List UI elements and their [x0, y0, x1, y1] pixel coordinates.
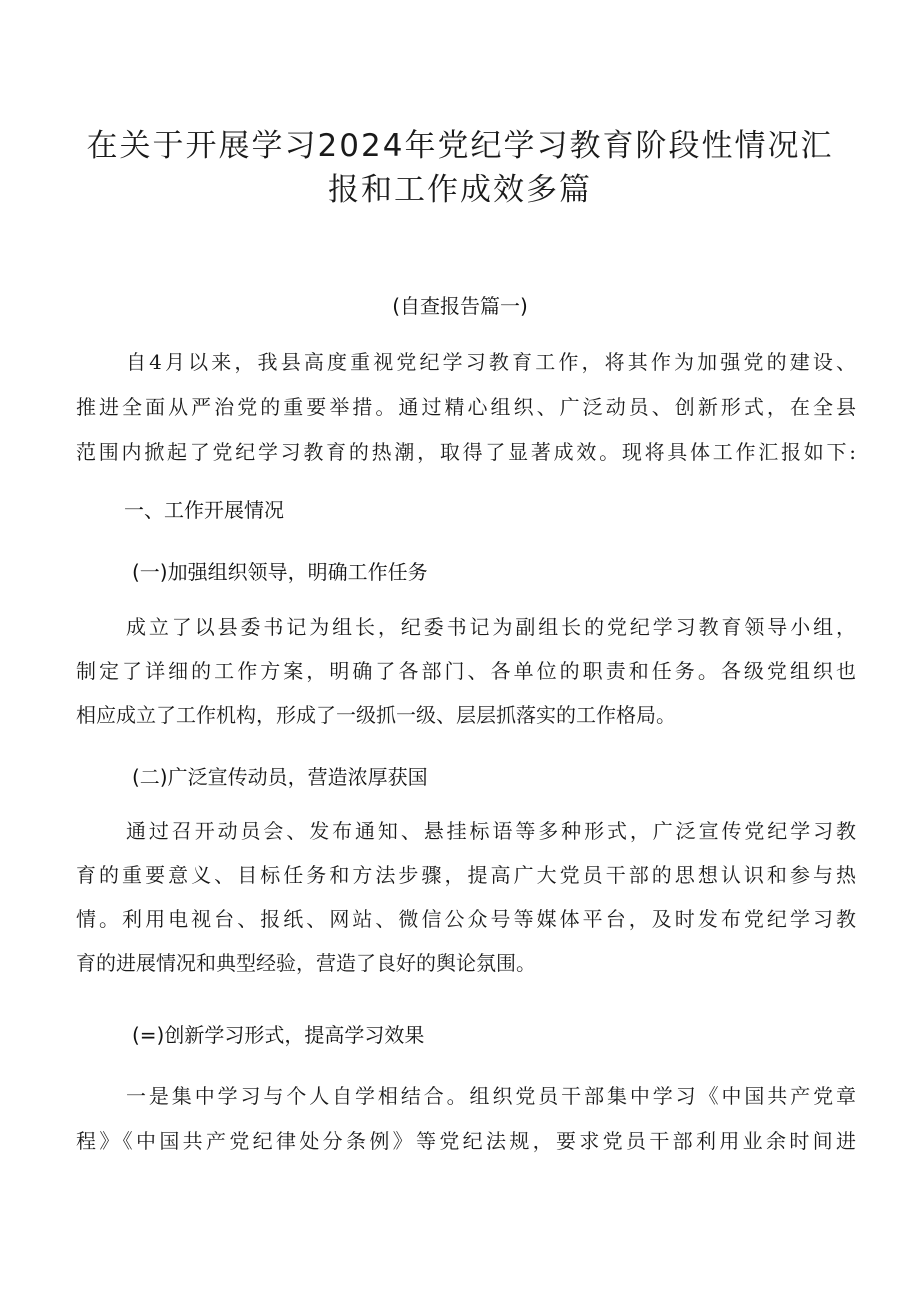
intro-line-2: 推进全面从严治党的重要举措。通过精心组织、广泛动员、创新形式，在全县	[76, 395, 856, 419]
sub2-line-3: 情。利用电视台、报纸、网站、微信公众号等媒体平台，及时发布党纪学习教	[76, 907, 856, 931]
subsection-heading-3: (=)创新学习形式，提高学习效果	[132, 1023, 425, 1047]
sub1-line-2: 制定了详细的工作方案，明确了各部门、各单位的职责和任务。各级党组织也	[76, 659, 856, 683]
sub1-line-3: 相应成立了工作机构，形成了一级抓一级、层层抓落实的工作格局。	[76, 703, 676, 727]
subsection-heading-2: (二)广泛宣传动员，营造浓厚获国	[132, 765, 428, 789]
sub2-line-1: 通过召开动员会、发布通知、悬挂标语等多种形式，广泛宣传党纪学习教	[126, 819, 856, 843]
subsection-heading-1: (一)加强组织领导，明确工作任务	[132, 560, 428, 584]
intro-line-3: 范围内掀起了党纪学习教育的热潮，取得了显著成效。现将具体工作汇报如下:	[76, 440, 856, 464]
sub3-line-2: 程》《中国共产党纪律处分条例》等党纪法规，要求党员干部利用业余时间进	[76, 1129, 856, 1153]
section-heading-1: 一、工作开展情况	[124, 498, 284, 522]
intro-line-1: 自4月以来，我县高度重视党纪学习教育工作，将其作为加强党的建设、	[126, 350, 856, 374]
sub1-line-1: 成立了以县委书记为组长，纪委书记为副组长的党纪学习教育领导小组，	[126, 615, 856, 639]
sub2-line-4: 育的进展情况和典型经验，营造了良好的舆论氛围。	[76, 951, 536, 975]
document-title-line-1: 在关于开展学习2024年党纪学习教育阶段性情况汇	[86, 128, 834, 164]
sub2-line-2: 育的重要意义、目标任务和方法步骤，提高广大党员干部的思想认识和参与热	[76, 863, 856, 887]
sub3-line-1: 一是集中学习与个人自学相结合。组织党员干部集中学习《中国共产党章	[126, 1084, 856, 1108]
document-title-line-2: 报和工作成效多篇	[328, 172, 592, 208]
report-subtitle: (自查报告篇一)	[392, 294, 528, 318]
